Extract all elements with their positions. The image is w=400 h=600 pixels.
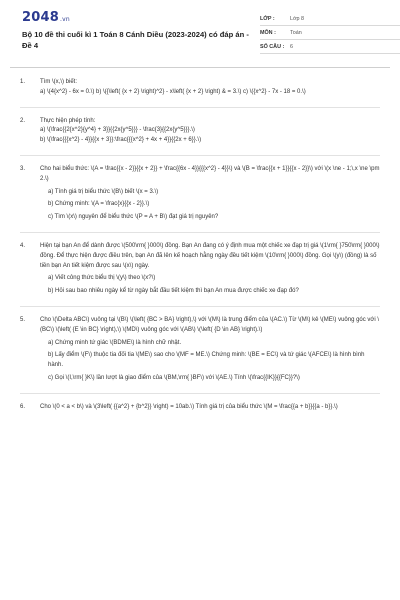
meta-table <box>260 12 400 54</box>
meta-value: Toán <box>290 29 302 36</box>
site-logo[interactable] <box>22 10 70 25</box>
meta-key: LỚP : <box>260 15 275 22</box>
meta-row-class <box>260 12 400 26</box>
meta-row-subject <box>260 26 400 40</box>
question-item <box>20 78 380 108</box>
question-item <box>20 403 380 422</box>
question-item <box>20 316 380 394</box>
meta-key: SỐ CÂU : <box>260 43 285 50</box>
sub-question: c) Gọi \(I,\rm{ }K\) lần lượt là giao điểm của \(BM,\rm{ }BF\) với \(AE.\) Tính \(\frac{{IK}}{{FC}}?\) <box>48 374 300 381</box>
page-header <box>10 0 390 62</box>
question-text: Hiện tại bạn An để dành được \(500\rm{ }000\) đồng. Bạn An đang có ý định mua một chiếc xe đạp trị giá \(1\rm{ }750\rm{ }000\) đồng. Để thực hiện được điều trên, bạn An đã lên kế hoạch hằng ngày đều tiết kiệm \(10\rm{ }000\) đồng. Gọi \(y\) (đồng) là số tiền bạn An tiết kiệm được sau \(x\) ngày. <box>40 242 380 269</box>
question-text: Thực hiện phép tính: <box>40 117 96 124</box>
question-item <box>20 117 380 156</box>
question-number: 1. <box>20 79 26 85</box>
question-item <box>20 242 380 307</box>
meta-value: 6 <box>290 43 293 50</box>
question-number: 6. <box>20 403 26 410</box>
question-number: 5. <box>20 316 26 323</box>
logo-text: 2048 <box>22 10 59 25</box>
meta-row-count <box>260 40 400 54</box>
question-line: b) \(\frac{{{x^2} - 4}}{{x + 3}}:\frac{{{x^2} + 4x + 4}}{{2x + 6}}.\) <box>40 137 202 144</box>
question-line: a) \(\frac{{2{x^2}{y^4} + 3}}{{2x{y^5}}} - \frac{3}{{2x{y^5}}}.\) <box>40 127 195 134</box>
sub-question: b) Hỏi sau bao nhiêu ngày kể từ ngày bắt đầu tiết kiệm thì bạn An mua được chiếc xe đạp đó? <box>48 288 299 295</box>
sub-question: b) Chứng minh: \(A = \frac{x}{{x - 2}}.\) <box>48 201 150 208</box>
sub-question: a) Tính giá trị biểu thức \(B\) biết \(x = 3.\) <box>48 188 159 195</box>
question-number: 3. <box>20 165 26 172</box>
question-item <box>20 165 380 233</box>
question-text: Tìm \(x,\) biết: <box>40 79 78 85</box>
question-text: Cho \(0 < a < b\) và \(3\left( {{a^2} + {b^2}} \right) = 10ab.\) Tính giá trị của biểu thức \(M = \frac{{a + b}}{{a - b}}.\) <box>40 403 338 410</box>
sub-question: c) Tìm \(x\) nguyên để biểu thức \(P = A + B\) đạt giá trị nguyên? <box>48 214 219 221</box>
sub-question: b) Lấy điểm \(F\) thuộc tia đối tia \(ME\) sao cho \(MF = ME.\) Chứng minh: \(BE = EC\) và tứ giác \(AFCE\) là hình bình hành. <box>48 352 365 369</box>
meta-value: Lớp 8 <box>290 15 305 22</box>
logo-suffix: .vn <box>59 16 70 23</box>
question-list <box>20 78 380 431</box>
question-text: Cho hai biểu thức: \(A = \frac{{x - 2}}{{x + 2}} + \frac{{6x - 4}}{{{x^2} - 4}}\) và \(B = \frac{{x + 1}}{{x - 2}}\) với \(x \ne - 1;\,x \ne \pm 2.\) <box>40 165 380 182</box>
sub-question: a) Viết công thức biểu thị \(y\) theo \(x?\) <box>48 275 156 282</box>
question-number: 2. <box>20 117 26 124</box>
meta-key: MÔN : <box>260 29 276 36</box>
sub-question: a) Chứng minh tứ giác \(BDME\) là hình chữ nhật. <box>48 339 182 346</box>
question-line: a) \(4{x^2} - 6x = 0.\) b) \({\left( {x + 2} \right)^2} - x\left( {x + 2} \right) & = 3.\) c) \({x^2} - 7x - 18 = 0.\) <box>40 88 306 95</box>
question-number: 4. <box>20 242 26 249</box>
question-text: Cho \(\Delta ABC\) vuông tại \(B\) \(\left( {BC > BA} \right),\) với \(M\) là trung điểm của \(AC.\) Từ \(M\) kẻ \(ME\) vuông góc với \(BC\) \(\left( {E \in BC} \right),\) \(MD\) vuông góc với \(AB\) \(\left( {D \in AB} \right).\) <box>40 316 380 333</box>
header-divider <box>10 67 390 68</box>
document-title: Bộ 10 đề thi cuối kì 1 Toán 8 Cánh Diều (2023-2024) có đáp án - Đề 4 <box>22 30 249 50</box>
